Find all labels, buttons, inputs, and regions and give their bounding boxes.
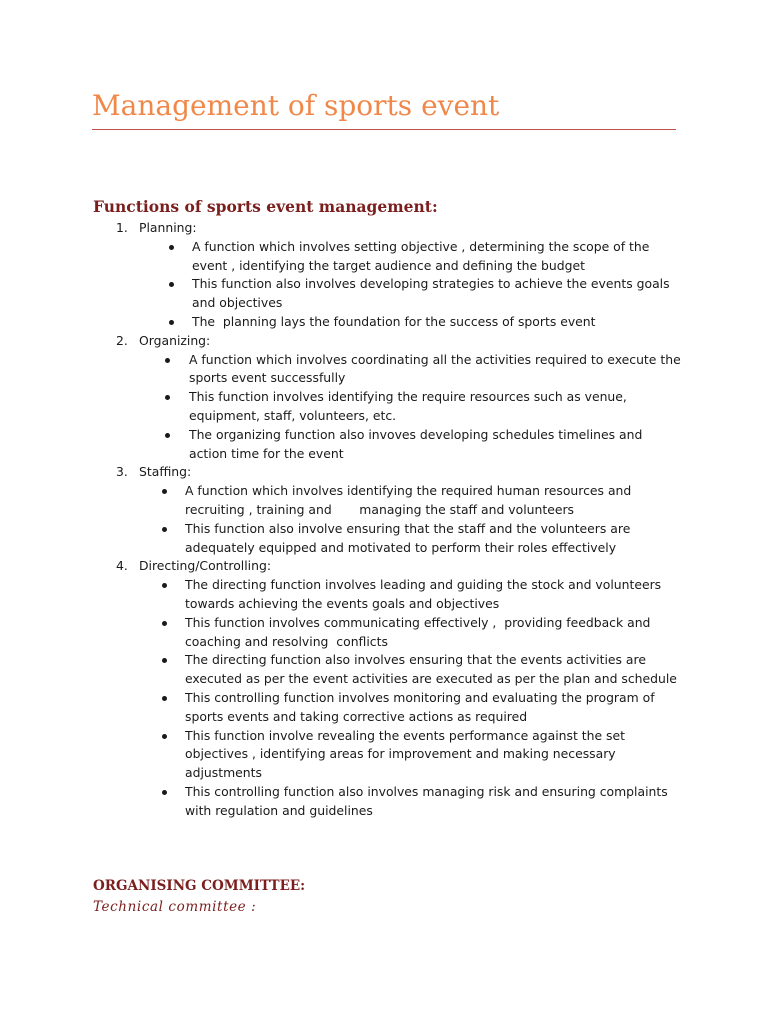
bullet-list <box>0 576 768 820</box>
bullet-text: The directing function also involves ensuring that the events activities are executed as per the event activities are executed as per the plan and schedule <box>185 652 677 687</box>
bullet-text: This function also involve ensuring that the staff and the volunteers are adequately equipped and motivated to perform their roles effectively <box>185 520 635 555</box>
bullet-text: This controlling function involves monitoring and evaluating the program of sports events and taking corrective actions as required <box>185 689 659 724</box>
bullet-item <box>0 727 768 783</box>
bullet-text: This function also involves developing strategies to achieve the events goals and objectives <box>192 276 674 311</box>
bullet-item <box>0 238 768 276</box>
bullet-dot-icon <box>162 621 167 626</box>
function-label: Organizing: <box>139 332 211 348</box>
bullet-dot-icon <box>162 790 167 795</box>
bullet-item <box>0 482 768 520</box>
bullet-text: A function which involves setting objective , determining the scope of the event , identifying the target audience and defining the budget <box>192 238 654 273</box>
bullet-text: The planning lays the foundation for the success of sports event <box>192 313 596 329</box>
bullet-dot-icon <box>169 282 174 287</box>
bullet-dot-icon <box>162 583 167 588</box>
function-label: Staffing: <box>139 464 192 480</box>
function-section <box>0 557 768 820</box>
function-heading <box>0 219 768 238</box>
function-number: 4. <box>116 558 128 574</box>
function-label: Planning: <box>139 220 197 235</box>
bullet-item <box>0 783 768 821</box>
bullet-dot-icon <box>162 527 167 532</box>
title-underline-rule <box>92 129 676 130</box>
bullet-dot-icon <box>165 395 170 400</box>
bullet-item <box>0 576 768 614</box>
bullet-dot-icon <box>165 358 170 363</box>
section-heading: Functions of sports event management: <box>93 197 438 216</box>
bullet-item <box>0 351 768 389</box>
function-label: Directing/Controlling: <box>139 558 272 574</box>
function-heading <box>0 557 768 576</box>
bullet-text: This controlling function also involves managing risk and ensuring complaints with regulation and guidelines <box>185 783 672 818</box>
bullet-item <box>0 388 768 426</box>
bullet-text: A function which involves coordinating all the activities required to execute the sports event successfully <box>189 351 685 386</box>
bullet-dot-icon <box>162 658 167 663</box>
function-section <box>0 219 768 332</box>
committee-heading: ORGANISING COMMITTEE: <box>93 878 306 894</box>
bullet-dot-icon <box>162 734 167 739</box>
bullet-text: This function involves identifying the require resources such as venue, equipment, staff, volunteers, etc. <box>189 389 631 423</box>
bullet-list <box>0 351 768 464</box>
bullet-item <box>0 614 768 652</box>
function-heading <box>0 463 768 482</box>
bullet-text: This function involve revealing the events performance against the set objectives , identifying areas for improvement and making necessary adjustments <box>185 727 629 781</box>
bullet-list <box>0 482 768 557</box>
bullet-dot-icon <box>162 696 167 701</box>
bullet-item <box>0 520 768 558</box>
document-title: Management of sports event <box>92 89 500 122</box>
bullet-item <box>0 426 768 464</box>
function-section <box>0 463 768 557</box>
function-section <box>0 332 768 464</box>
function-number: 3. <box>116 464 128 480</box>
bullet-text: The organizing function also invoves developing schedules timelines and action time for the event <box>189 426 647 461</box>
function-heading <box>0 332 768 351</box>
functions-list <box>0 219 768 821</box>
committee-subheading: Technical committee : <box>93 899 257 915</box>
bullet-dot-icon <box>162 489 167 494</box>
bullet-dot-icon <box>169 245 174 250</box>
bullet-dot-icon <box>165 433 170 438</box>
bullet-list <box>0 238 768 332</box>
bullet-item <box>0 275 768 313</box>
bullet-item <box>0 651 768 689</box>
bullet-item <box>0 313 768 332</box>
bullet-text: The directing function involves leading and guiding the stock and volunteers towards achieving the events goals and objectives <box>185 577 666 611</box>
function-number: 2. <box>116 332 128 348</box>
bullet-dot-icon <box>169 320 174 325</box>
bullet-item <box>0 689 768 727</box>
bullet-text: This function involves communicating effectively , providing feedback and coaching and resolving conflicts <box>185 614 655 649</box>
function-number: 1. <box>116 220 128 235</box>
bullet-text: A function which involves identifying the required human resources and recruiting , training and managing the staff and volunteers <box>185 483 636 517</box>
